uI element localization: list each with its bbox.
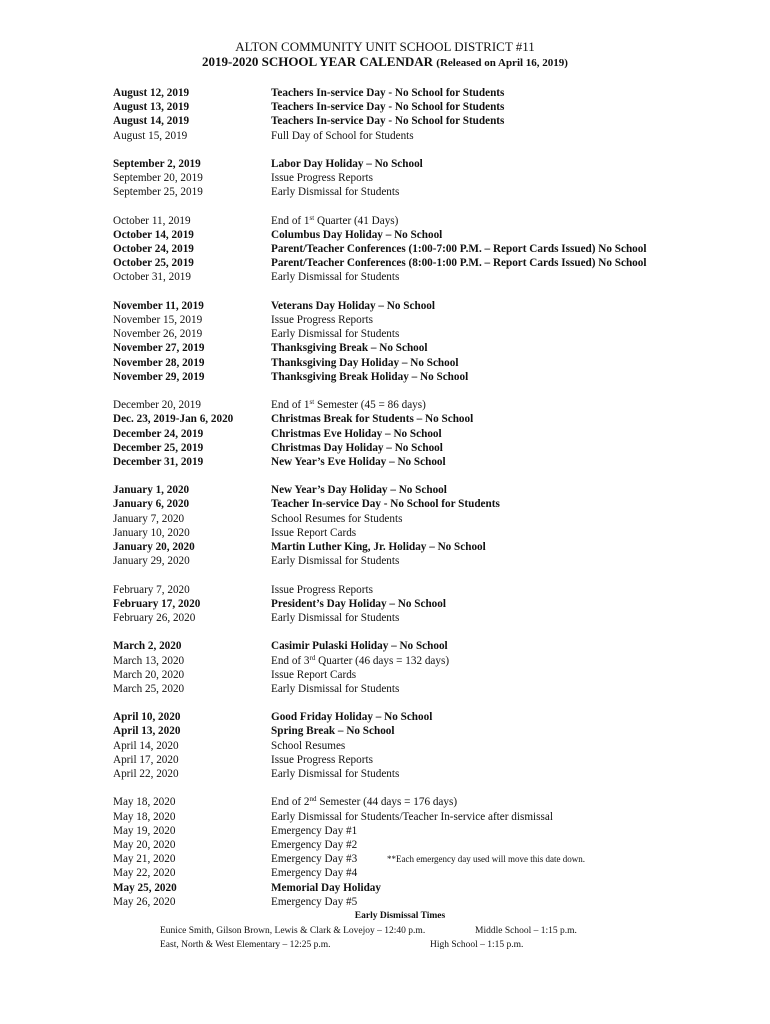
entry-event-rest: Semester (45 = 86 days) — [314, 399, 426, 412]
entry-date: May 20, 2020 — [113, 838, 176, 851]
calendar-entry — [0, 583, 770, 597]
entry-event-text: End of 3 — [271, 654, 310, 667]
calendar-entry — [0, 327, 770, 341]
entry-event-text: Emergency Day #3 — [271, 853, 358, 866]
calendar-entry — [0, 370, 770, 384]
entry-event-text: Emergency Day #2 — [271, 838, 358, 851]
entry-date: December 24, 2019 — [113, 427, 204, 440]
calendar-group — [0, 710, 770, 781]
entry-event-text: Early Dismissal for Students — [271, 328, 400, 341]
entry-event-text: Veterans Day Holiday – No School — [271, 299, 435, 312]
entry-event — [271, 86, 504, 100]
entry-note: **Each emergency day used will move this date down. — [387, 854, 586, 865]
entry-date: April 22, 2020 — [113, 768, 179, 780]
calendar-entry — [0, 185, 770, 199]
entry-date: January 29, 2020 — [113, 555, 190, 568]
entry-event — [271, 171, 373, 185]
entry-date: April 13, 2020 — [113, 725, 181, 738]
entry-date: March 25, 2020 — [113, 682, 185, 695]
entry-date: April 10, 2020 — [113, 711, 181, 724]
calendar-entry — [0, 881, 770, 895]
calendar-entry — [0, 228, 770, 242]
calendar-entry — [0, 554, 770, 568]
entry-event — [271, 611, 399, 625]
entry-event — [271, 185, 399, 199]
calendar-entry — [0, 114, 770, 128]
calendar-entry — [0, 427, 770, 441]
entry-event-text: Early Dismissal for Students — [271, 611, 400, 624]
calendar-group — [0, 639, 770, 696]
entry-event — [271, 483, 447, 497]
entry-date: May 18, 2020 — [113, 810, 176, 823]
entry-event — [271, 824, 357, 838]
dismissal-high-school: High School – 1:15 p.m. — [430, 940, 524, 950]
calendar-entry — [0, 214, 770, 228]
calendar-entry — [0, 739, 770, 753]
entry-event-text: Parent/Teacher Conferences (1:00-7:00 P.M. – Report Cards Issued) No School — [271, 243, 647, 256]
calendar-entry — [0, 398, 770, 412]
entry-event-text: Parent/Teacher Conferences (8:00-1:00 P.M. – Report Cards Issued) No School — [271, 257, 647, 270]
entry-date: May 26, 2020 — [113, 895, 176, 908]
calendar-entry — [0, 540, 770, 554]
calendar-entry — [0, 795, 770, 809]
calendar-group — [0, 86, 770, 143]
entry-event-text: Christmas Eve Holiday – No School — [271, 427, 442, 440]
calendar-entry — [0, 313, 770, 327]
entry-event-text: Early Dismissal for Students — [271, 555, 400, 568]
calendar-entry — [0, 824, 770, 838]
calendar-entry — [0, 639, 770, 653]
entry-event — [271, 639, 448, 653]
entry-date: May 21, 2020 — [113, 853, 176, 866]
calendar-entry — [0, 270, 770, 284]
entry-date: April 17, 2020 — [113, 753, 179, 766]
entry-event — [271, 753, 373, 767]
entry-event — [271, 795, 457, 809]
entry-date: November 26, 2019 — [113, 328, 203, 341]
dismissal-elementary-group-b: East, North & West Elementary – 12:25 p.m. — [160, 940, 331, 950]
entry-event-text: New Year’s Day Holiday – No School — [271, 484, 447, 497]
entry-event-text: Christmas Break for Students – No School — [271, 413, 474, 426]
entry-event-text: Columbus Day Holiday – No School — [271, 228, 443, 241]
entry-date: October 25, 2019 — [113, 257, 194, 270]
entry-date: September 20, 2019 — [113, 172, 203, 185]
entry-date: October 24, 2019 — [113, 243, 194, 256]
entry-event — [271, 739, 345, 753]
calendar-entry — [0, 100, 770, 114]
entry-event-text: Emergency Day #5 — [271, 895, 358, 908]
entry-event — [271, 881, 381, 895]
calendar-entry — [0, 412, 770, 426]
entry-event-text: Issue Progress Reports — [271, 172, 373, 185]
entry-event — [271, 441, 443, 455]
entry-date: January 6, 2020 — [113, 498, 190, 511]
entry-event — [271, 455, 446, 469]
entry-event — [271, 114, 504, 128]
calendar-entry — [0, 526, 770, 540]
calendar-entry — [0, 256, 770, 270]
entry-event-rest: Semester (44 days = 176 days) — [316, 796, 458, 809]
entry-event-text: Emergency Day #4 — [271, 867, 358, 880]
entry-event-text: End of 2 — [271, 796, 310, 809]
entry-date: March 20, 2020 — [113, 668, 185, 681]
calendar-group — [0, 583, 770, 626]
entry-event — [271, 214, 398, 228]
calendar-entry — [0, 483, 770, 497]
entry-event — [271, 427, 442, 441]
entry-event — [271, 256, 646, 270]
entry-date: April 14, 2020 — [113, 739, 179, 752]
entry-event-text: Teachers In-service Day - No School for Students — [271, 87, 505, 99]
calendar-year-title: 2019-2020 SCHOOL YEAR CALENDAR — [202, 54, 434, 69]
calendar-entry — [0, 866, 770, 880]
calendar-entry — [0, 767, 770, 781]
entry-event — [271, 583, 373, 597]
calendar-entry — [0, 441, 770, 455]
entry-event — [271, 299, 435, 313]
entry-date: January 1, 2020 — [113, 484, 190, 497]
entry-event — [271, 270, 399, 284]
calendar-entry — [0, 512, 770, 526]
entry-event-text: Early Dismissal for Students — [271, 768, 400, 780]
calendar-group — [0, 299, 770, 384]
entry-event — [271, 512, 402, 526]
entry-ordinal-suffix: rd — [309, 653, 316, 662]
early-dismissal-title: Early Dismissal Times — [354, 911, 446, 921]
entry-event — [271, 540, 486, 554]
entry-event-text: Christmas Day Holiday – No School — [271, 441, 443, 454]
entry-date: October 11, 2019 — [113, 214, 191, 227]
calendar-entry — [0, 299, 770, 313]
entry-date: May 19, 2020 — [113, 824, 176, 837]
entry-event — [271, 228, 442, 242]
entry-event-text: School Resumes for Students — [271, 512, 403, 525]
district-title: ALTON COMMUNITY UNIT SCHOOL DISTRICT #11 — [235, 39, 535, 54]
entry-ordinal-suffix: nd — [309, 795, 317, 804]
entry-event — [271, 668, 356, 682]
calendar-group — [0, 214, 770, 285]
entry-event — [271, 710, 432, 724]
calendar-entry — [0, 157, 770, 171]
entry-event — [271, 412, 473, 426]
entry-event — [271, 852, 357, 866]
entry-date: August 15, 2019 — [113, 129, 188, 142]
entry-event — [271, 370, 468, 384]
calendar-entry — [0, 710, 770, 724]
entry-event — [271, 724, 395, 738]
calendar-group — [0, 795, 770, 909]
calendar-entry — [0, 724, 770, 738]
calendar-entry — [0, 611, 770, 625]
entry-event-text: Teacher In-service Day - No School for Students — [271, 498, 500, 511]
entry-event-text: Thanksgiving Day Holiday – No School — [271, 356, 459, 369]
calendar-entry — [0, 356, 770, 370]
entry-date: August 14, 2019 — [113, 115, 190, 128]
entry-event-text: Full Day of School for Students — [271, 129, 414, 142]
calendar-entry — [0, 753, 770, 767]
entry-event-text: Issue Progress Reports — [271, 583, 373, 596]
entry-date: August 13, 2019 — [113, 101, 190, 114]
entry-event-text: School Resumes — [271, 739, 346, 752]
entry-event-text: Early Dismissal for Students — [271, 682, 400, 695]
entry-date: Dec. 23, 2019-Jan 6, 2020 — [113, 413, 234, 426]
entry-date: August 12, 2019 — [113, 87, 190, 99]
calendar-entry — [0, 682, 770, 696]
entry-ordinal-suffix: st — [309, 213, 315, 222]
entry-date: March 13, 2020 — [113, 654, 185, 667]
entry-event — [271, 895, 357, 909]
entry-date: December 25, 2019 — [113, 441, 204, 454]
entry-event — [271, 526, 356, 540]
calendar-entry — [0, 86, 770, 100]
dismissal-middle-school: Middle School – 1:15 p.m. — [475, 926, 577, 936]
entry-date: October 31, 2019 — [113, 271, 191, 284]
calendar-entry — [0, 129, 770, 143]
entry-event — [271, 327, 399, 341]
entry-event — [271, 597, 446, 611]
entry-date: March 2, 2020 — [113, 640, 182, 653]
entry-ordinal-suffix: st — [309, 398, 315, 407]
calendar-entry — [0, 895, 770, 909]
entry-event — [271, 313, 373, 327]
entry-date: February 17, 2020 — [113, 597, 201, 610]
entry-event — [271, 810, 553, 824]
calendar-title — [0, 54, 770, 70]
entry-event-rest: Quarter (46 days = 132 days) — [315, 654, 450, 667]
entry-event — [271, 654, 449, 668]
calendar-entry — [0, 810, 770, 824]
entry-event-text: Teachers In-service Day - No School for Students — [271, 115, 505, 128]
entry-event-text: Early Dismissal for Students/Teacher In-service after dismissal — [271, 810, 553, 823]
dismissal-elementary-group-a: Eunice Smith, Gilson Brown, Lewis & Clark & Lovejoy – 12:40 p.m. — [160, 926, 426, 936]
entry-event-text: Teachers In-service Day - No School for Students — [271, 101, 505, 114]
entry-date: November 15, 2019 — [113, 314, 203, 326]
calendar-group — [0, 398, 770, 469]
entry-date: November 27, 2019 — [113, 342, 205, 355]
entry-event — [271, 682, 399, 696]
entry-event-text: Issue Progress Reports — [271, 753, 373, 766]
entry-event — [271, 341, 427, 355]
entry-date: November 28, 2019 — [113, 356, 205, 369]
entry-event-text: Emergency Day #1 — [271, 824, 358, 837]
entry-event-text: End of 1 — [271, 399, 310, 412]
calendar-entry — [0, 341, 770, 355]
release-date: (Released on April 16, 2019) — [436, 57, 568, 69]
entry-event — [271, 129, 414, 143]
entry-event — [271, 398, 426, 412]
entry-event — [271, 838, 357, 852]
entry-event-text: Good Friday Holiday – No School — [271, 711, 433, 724]
entry-date: January 7, 2020 — [113, 512, 185, 525]
entry-event-text: President’s Day Holiday – No School — [271, 597, 446, 610]
entry-date: May 22, 2020 — [113, 867, 176, 880]
entry-date: October 14, 2019 — [113, 228, 194, 241]
entry-event-text: Casimir Pulaski Holiday – No School — [271, 640, 448, 653]
entry-event-text: Spring Break – No School — [271, 725, 395, 738]
calendar-list — [0, 86, 770, 923]
entry-event-text: Memorial Day Holiday — [271, 881, 381, 894]
entry-date: May 18, 2020 — [113, 796, 176, 809]
calendar-entry — [0, 597, 770, 611]
entry-event-text: Issue Report Cards — [271, 668, 357, 681]
entry-event-text: Issue Report Cards — [271, 526, 357, 539]
entry-date: November 11, 2019 — [113, 299, 204, 312]
entry-date: September 25, 2019 — [113, 186, 203, 199]
entry-date: January 10, 2020 — [113, 526, 190, 539]
entry-date: February 26, 2020 — [113, 611, 196, 624]
calendar-group — [0, 157, 770, 200]
entry-event — [271, 157, 423, 171]
entry-date: January 20, 2020 — [113, 541, 195, 553]
entry-event — [271, 242, 646, 256]
entry-event-text: End of 1 — [271, 214, 310, 227]
calendar-entry — [0, 654, 770, 668]
entry-event-text: Early Dismissal for Students — [271, 186, 400, 199]
entry-date: December 31, 2019 — [113, 455, 204, 468]
entry-event-rest: Quarter (41 Days) — [314, 214, 399, 227]
entry-event-text: Thanksgiving Break Holiday – No School — [271, 370, 469, 383]
entry-event — [271, 100, 504, 114]
entry-event-text: Thanksgiving Break – No School — [271, 342, 428, 355]
entry-event-text: Martin Luther King, Jr. Holiday – No School — [271, 541, 486, 553]
entry-date: November 29, 2019 — [113, 370, 205, 383]
entry-event — [271, 866, 357, 880]
calendar-entry — [0, 852, 770, 866]
calendar-entry — [0, 242, 770, 256]
entry-event-text: Labor Day Holiday – No School — [271, 157, 423, 170]
calendar-entry — [0, 171, 770, 185]
entry-event — [271, 497, 500, 511]
calendar-entry — [0, 455, 770, 469]
entry-event — [271, 767, 399, 781]
calendar-group — [0, 483, 770, 568]
calendar-entry — [0, 838, 770, 852]
entry-event-text: New Year’s Eve Holiday – No School — [271, 455, 446, 468]
entry-event — [271, 554, 399, 568]
calendar-entry — [0, 497, 770, 511]
entry-date: September 2, 2019 — [113, 157, 201, 170]
entry-date: February 7, 2020 — [113, 583, 190, 596]
entry-date: May 25, 2020 — [113, 881, 177, 894]
entry-event-text: Early Dismissal for Students — [271, 271, 400, 284]
entry-event-text: Issue Progress Reports — [271, 314, 373, 326]
entry-event — [271, 356, 458, 370]
calendar-entry — [0, 668, 770, 682]
entry-date: December 20, 2019 — [113, 399, 201, 412]
